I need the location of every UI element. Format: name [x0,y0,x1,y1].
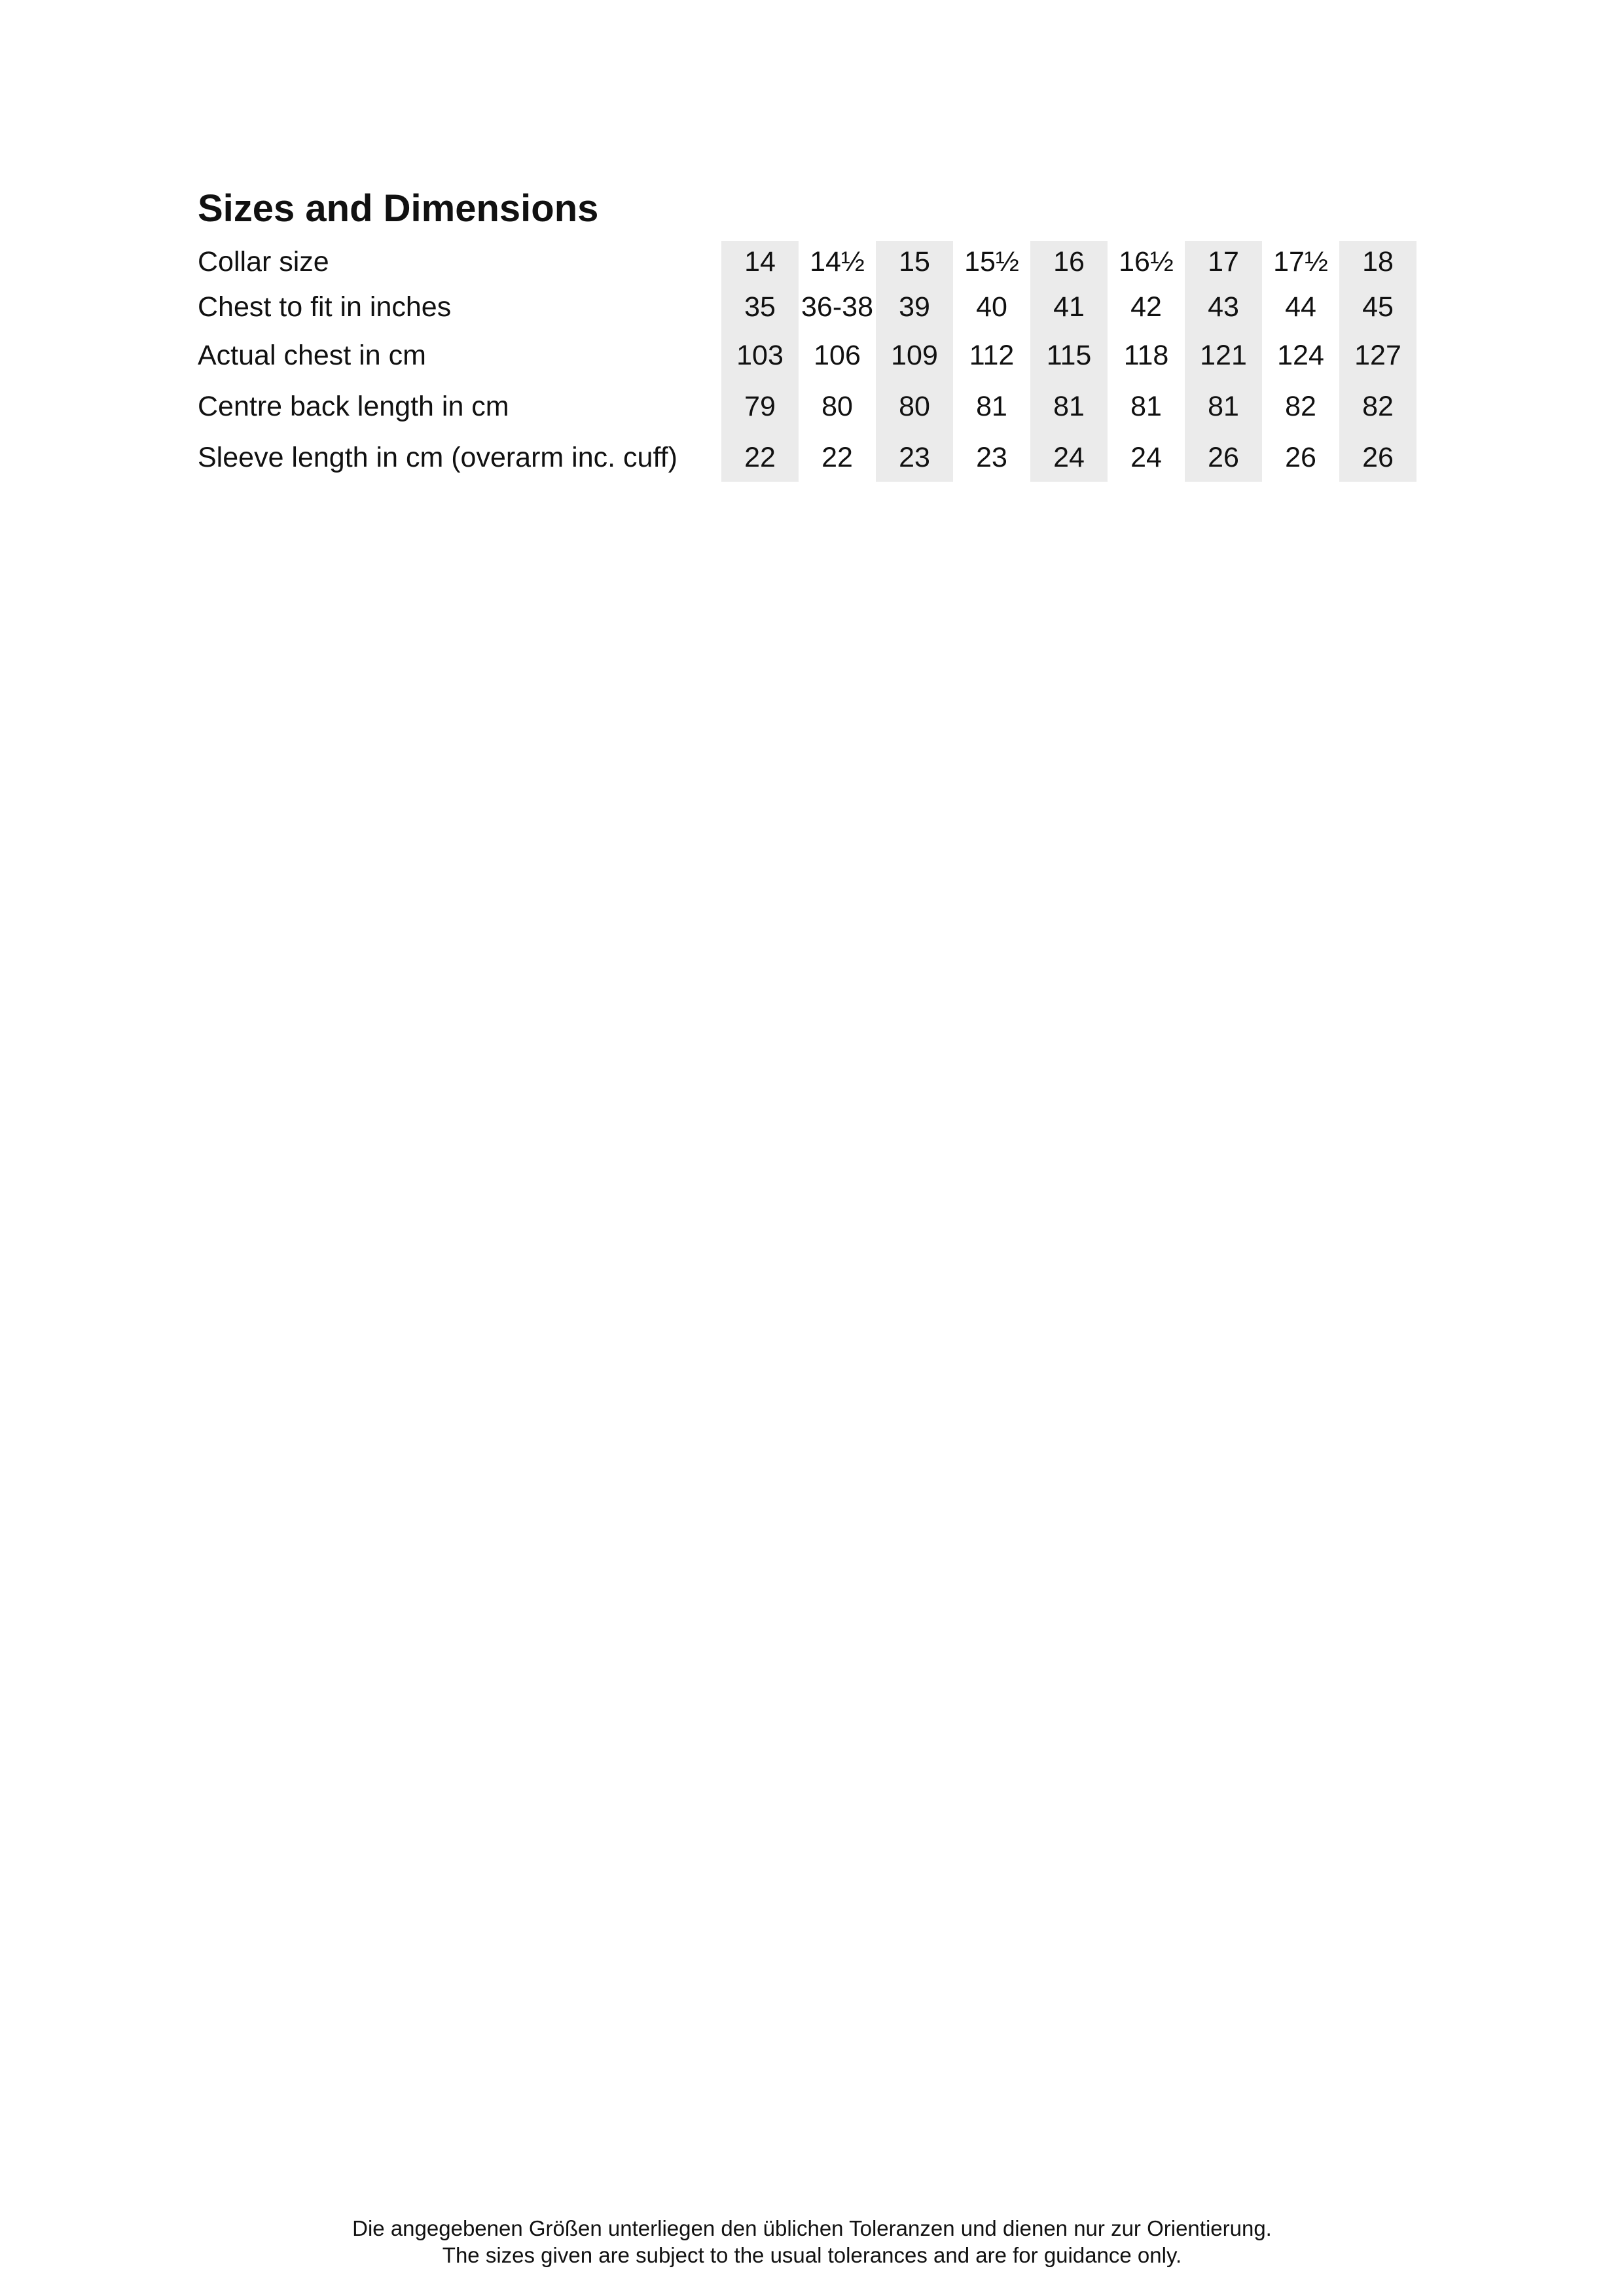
table-cell: 23 [876,433,953,482]
table-cell: 118 [1123,339,1169,371]
table-row-chest-to-fit [196,283,1416,331]
footer-line-german: Die angegebenen Größen unterliegen den üblichen Toleranzen und dienen nur zur Orientierung. [352,2216,1272,2240]
table-cell: 36-38 [801,291,873,323]
page-title: Sizes and Dimensions [198,187,599,230]
table-cell: 41 [1030,283,1108,331]
table-row-actual-chest [196,331,1416,380]
table-cell: 115 [1030,331,1108,380]
table-cell: 26 [1339,433,1416,482]
table-cell: 14½ [810,245,865,278]
table-cell: 14 [721,241,799,283]
table-cell: 81 [1130,390,1162,422]
table-row-sleeve-length [196,433,1416,482]
table-cell: 24 [1130,441,1162,473]
table-cell: 80 [876,380,953,433]
row-label: Sleeve length in cm (overarm inc. cuff) [198,441,677,473]
table-cell: 24 [1030,433,1108,482]
table-cell: 112 [969,339,1015,371]
table-cell: 81 [1030,380,1108,433]
footer-line-english: The sizes given are subject to the usual tolerances and are for guidance only. [442,2243,1182,2267]
table-cell: 82 [1339,380,1416,433]
row-label: Chest to fit in inches [198,291,452,323]
table-cell: 39 [876,283,953,331]
table-cell: 40 [976,291,1007,323]
table-cell: 81 [1185,380,1262,433]
table-cell: 45 [1339,283,1416,331]
footer-disclaimer [0,2215,1624,2269]
table-cell: 124 [1277,339,1324,371]
table-cell: 42 [1130,291,1162,323]
table-cell: 18 [1339,241,1416,283]
row-label: Centre back length in cm [198,390,509,422]
table-row-centre-back-length [196,380,1416,433]
table-cell: 44 [1285,291,1316,323]
table-cell: 35 [721,283,799,331]
table-cell: 15 [876,241,953,283]
row-label: Collar size [198,245,329,278]
table-cell: 121 [1185,331,1262,380]
table-row-collar-size [196,241,1416,283]
table-cell: 17 [1185,241,1262,283]
table-cell: 26 [1285,441,1316,473]
table-cell: 22 [821,441,853,473]
table-cell: 43 [1185,283,1262,331]
table-cell: 106 [814,339,861,371]
table-cell: 26 [1185,433,1262,482]
row-label: Actual chest in cm [198,339,426,371]
table-cell: 109 [876,331,953,380]
table-cell: 16½ [1119,245,1174,278]
table-cell: 80 [821,390,853,422]
table-cell: 16 [1030,241,1108,283]
table-cell: 15½ [964,245,1019,278]
table-cell: 82 [1285,390,1316,422]
table-cell: 81 [976,390,1007,422]
table-cell: 103 [721,331,799,380]
table-cell: 127 [1339,331,1416,380]
size-table [196,241,1416,482]
table-cell: 23 [976,441,1007,473]
table-cell: 17½ [1273,245,1328,278]
table-cell: 22 [721,433,799,482]
table-cell: 79 [721,380,799,433]
